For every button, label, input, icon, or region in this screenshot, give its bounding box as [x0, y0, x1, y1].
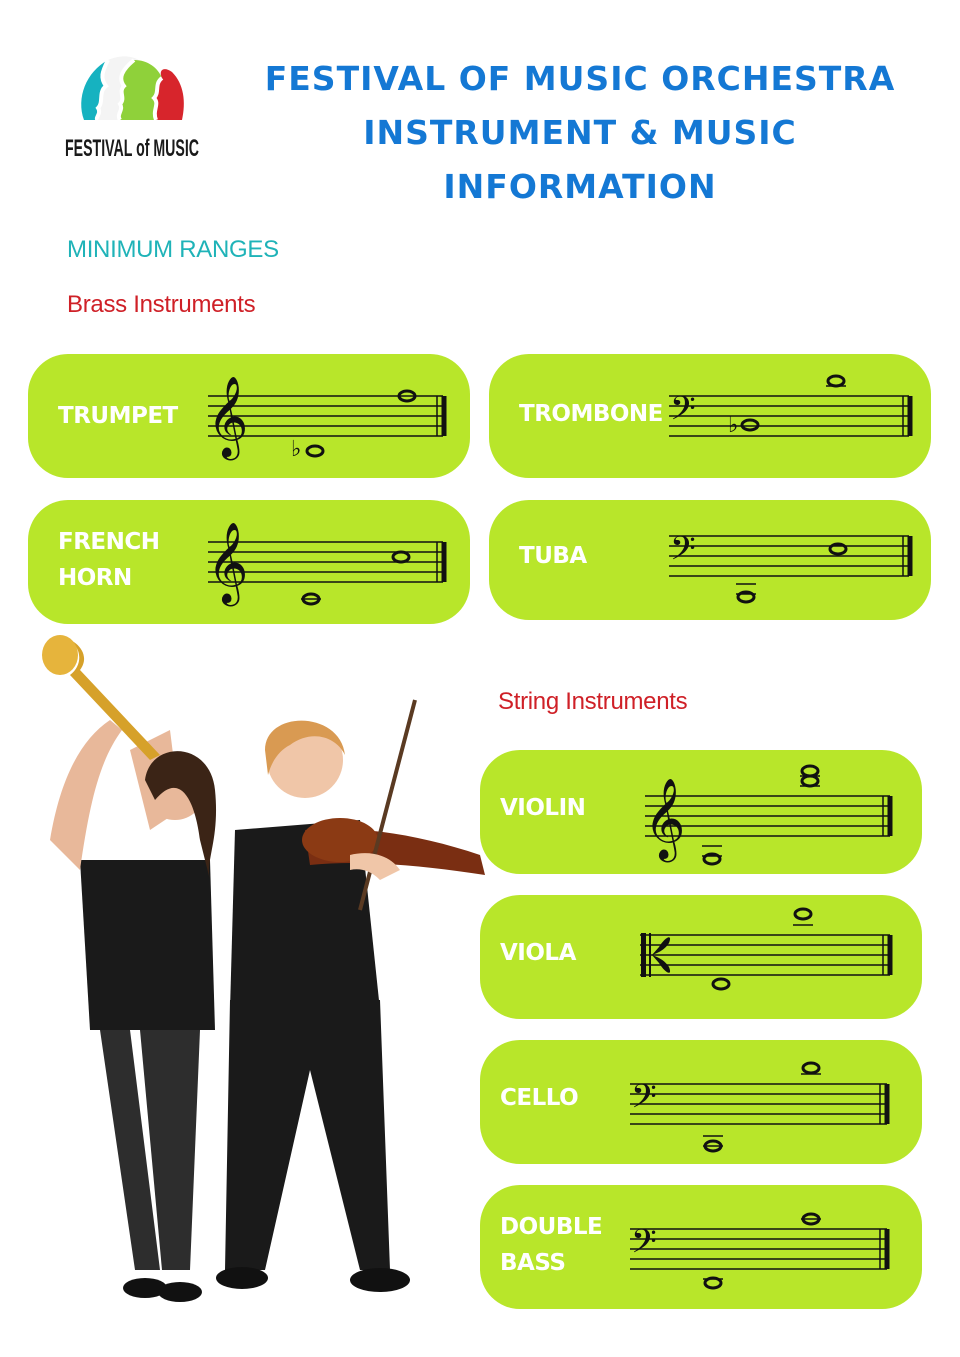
page-title: [240, 52, 920, 214]
double-bass-staff: [625, 1205, 895, 1305]
card-label: [519, 538, 587, 574]
label-line-2: BASS: [500, 1250, 566, 1276]
bass-clef-icon: 𝄢: [631, 1078, 657, 1124]
label-line-2: HORN: [58, 565, 132, 591]
high-chord-note-bottom: [802, 776, 818, 786]
card-label: [500, 1080, 578, 1116]
card-label: [58, 398, 178, 434]
low-note: [704, 854, 720, 864]
label-line-1: TROMBONE: [519, 401, 663, 427]
flat-icon: ♭: [291, 437, 302, 462]
card-viola: [480, 895, 922, 1019]
label-line-1: TUBA: [519, 543, 587, 569]
high-note: [828, 376, 844, 386]
brass-heading: Brass Instruments: [67, 291, 256, 318]
card-label: [58, 524, 160, 596]
low-note: [738, 592, 754, 602]
card-trombone: [489, 354, 931, 478]
card-label: [500, 935, 576, 971]
high-note: [803, 1063, 819, 1073]
title-line-3: INFORMATION: [443, 167, 717, 206]
treble-clef-icon: 𝄞: [207, 521, 249, 603]
violin-player: [216, 700, 485, 1292]
violin-staff: [640, 756, 900, 872]
tuba-staff: [664, 514, 919, 610]
logo-text: FESTIVAL of MUSIC: [65, 135, 199, 162]
cello-staff: [625, 1050, 895, 1160]
high-note: [795, 909, 811, 919]
card-cello: [480, 1040, 922, 1164]
label-line-1: VIOLIN: [500, 795, 586, 821]
card-label: [500, 790, 585, 826]
card-label: [519, 396, 663, 432]
low-note: [713, 979, 729, 989]
trumpet-staff: [203, 374, 453, 466]
high-note: [393, 552, 409, 562]
flat-icon: ♭: [728, 413, 739, 438]
treble-clef-icon: 𝄞: [207, 375, 249, 457]
label-line-1: CELLO: [500, 1085, 579, 1111]
label-line-1: FRENCH: [58, 529, 160, 555]
high-note: [830, 544, 846, 554]
bass-clef-icon: 𝄢: [670, 530, 696, 576]
low-note: [705, 1278, 721, 1288]
french-horn-staff: [203, 520, 453, 612]
label-line-1: VIOLA: [500, 940, 576, 966]
card-french-horn: [28, 500, 470, 624]
viola-staff: [635, 901, 895, 1017]
card-double-bass: [480, 1185, 922, 1309]
treble-clef-icon: 𝄞: [644, 777, 686, 859]
festival-logo: [62, 48, 202, 168]
card-tuba: [489, 500, 931, 620]
label-line-1: DOUBLE: [500, 1214, 603, 1240]
label-line-1: TRUMPET: [58, 403, 178, 429]
title-line-1: FESTIVAL OF MUSIC ORCHESTRA: [264, 59, 896, 98]
bass-clef-icon: 𝄢: [670, 390, 696, 436]
low-note: [742, 420, 758, 430]
card-trumpet: [28, 354, 470, 478]
trombone-staff: [664, 374, 919, 466]
musicians-photo: [20, 630, 520, 1320]
low-note: [307, 446, 323, 456]
card-label: [500, 1209, 602, 1281]
minimum-ranges-heading: MINIMUM RANGES: [67, 236, 279, 263]
card-violin: [480, 750, 922, 874]
strings-heading: String Instruments: [498, 688, 688, 715]
title-line-2: INSTRUMENT & MUSIC: [363, 113, 797, 152]
trumpet-player: [42, 635, 216, 1302]
bass-clef-icon: 𝄢: [631, 1223, 657, 1269]
